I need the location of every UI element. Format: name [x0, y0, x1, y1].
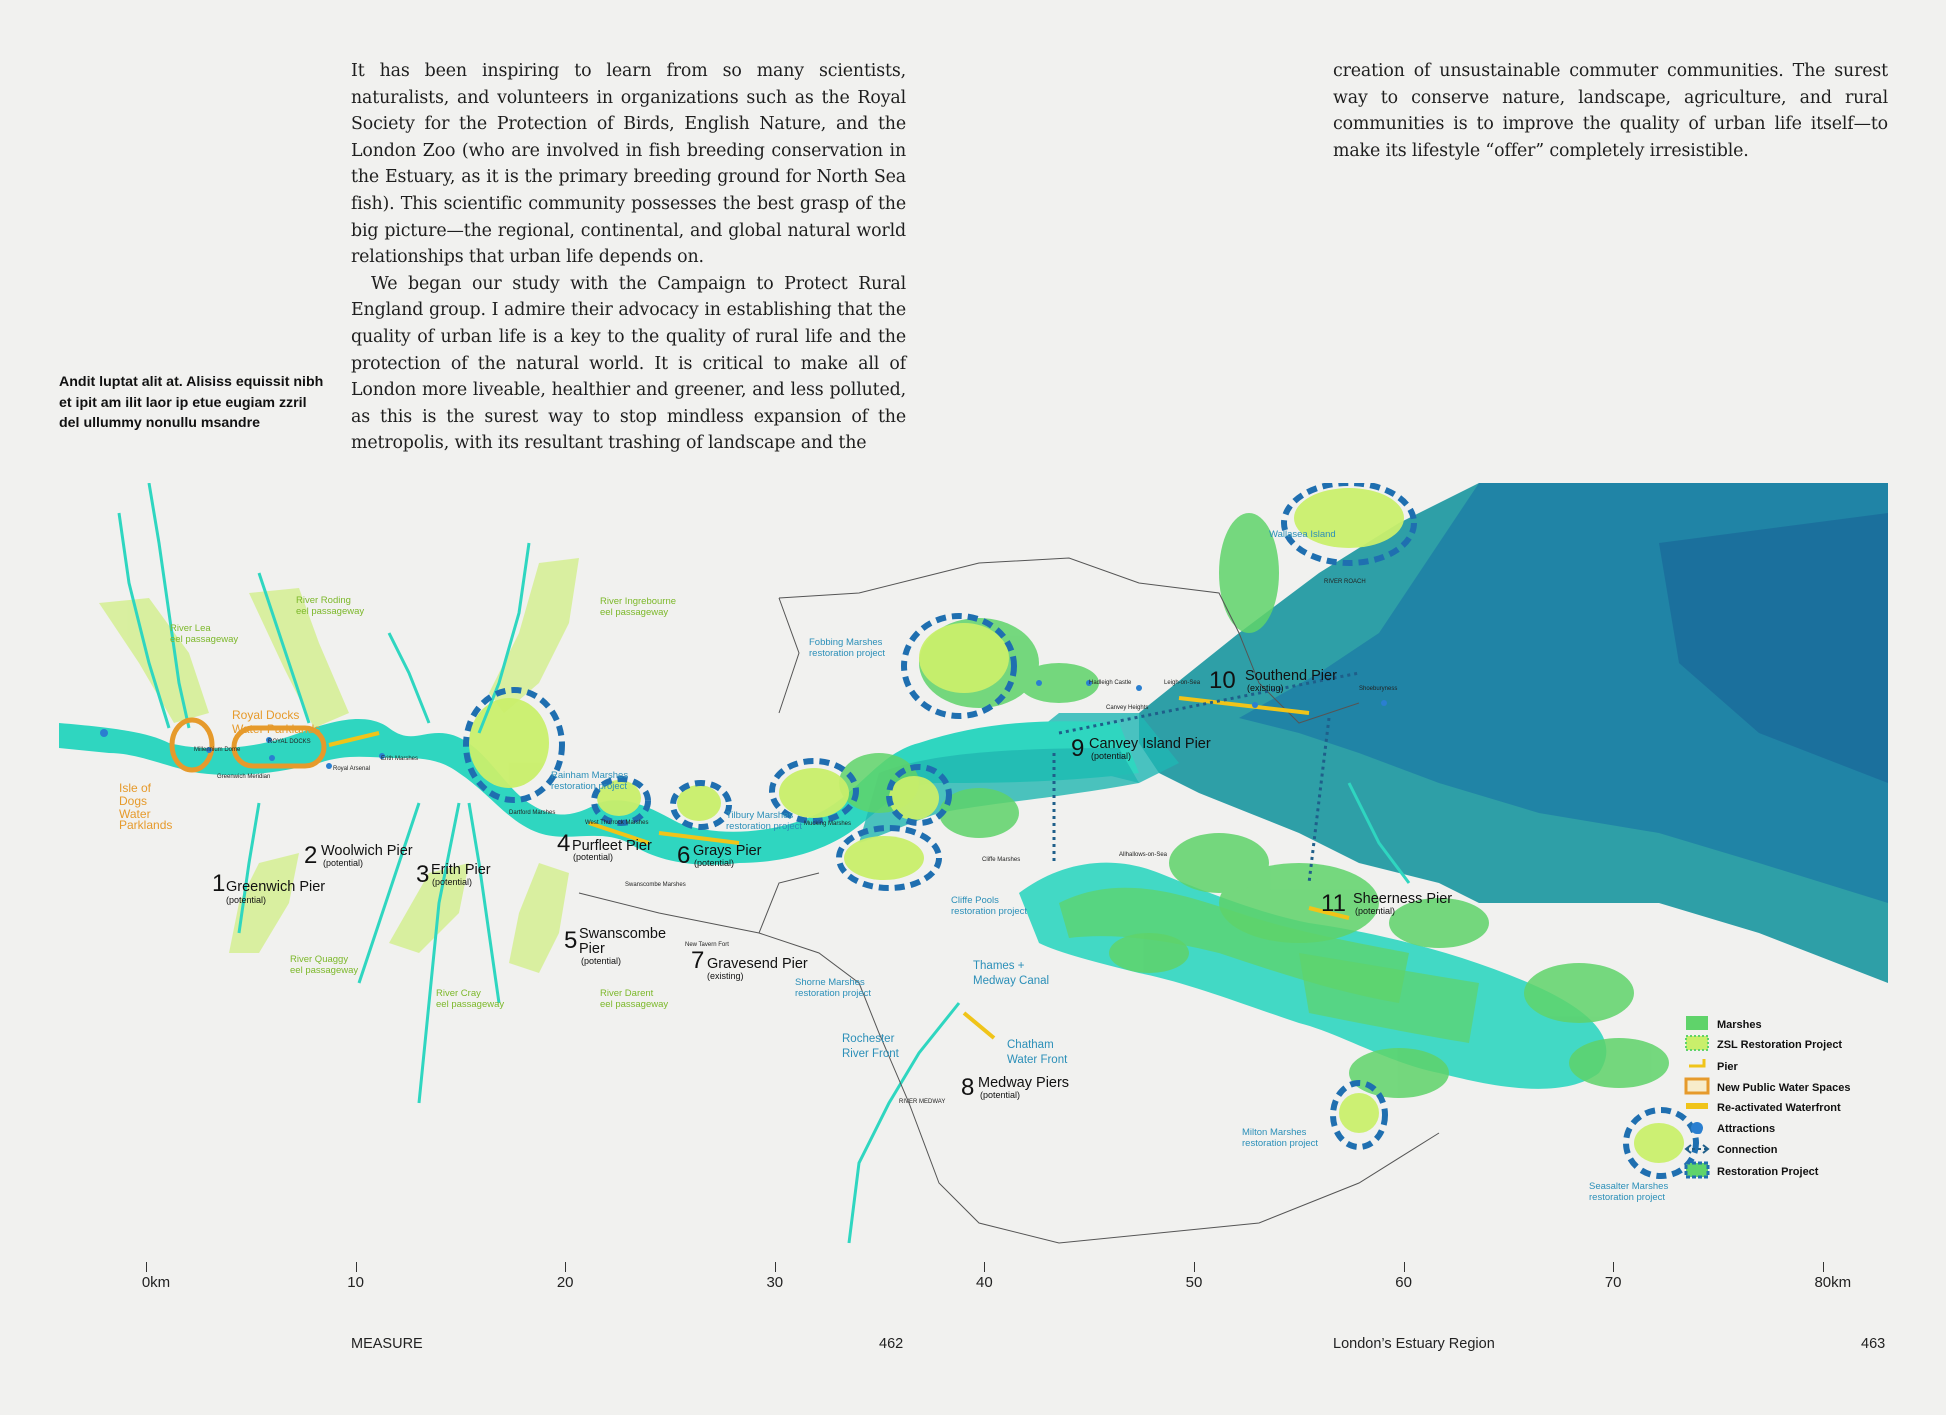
svg-text:Royal Docks: Royal Docks — [232, 708, 300, 722]
svg-text:(potential): (potential) — [432, 877, 473, 887]
paragraph: It has been inspiring to learn from so many scientists, naturalists, and volunteers in organizations such as the Royal Society for the Protection of Birds, English Nature, and the London Zoo (who are involved in fish breeding conservation in the Estuary, as it is the primary breeding ground for North Sea fish). This scientific community possesses the best grasp of the big picture—the regional, continental, and global natural world relationships that urban life depends on. — [351, 61, 906, 268]
svg-text:restoration project: restoration project — [1589, 1192, 1666, 1203]
svg-text:Shorne Marshes: Shorne Marshes — [795, 977, 865, 988]
svg-text:(potential): (potential) — [980, 1090, 1021, 1100]
svg-text:restoration project: restoration project — [951, 906, 1028, 917]
scale-label: 20 — [556, 1274, 574, 1291]
legend-zsl — [1686, 1036, 1842, 1051]
scale-label: 70 — [1604, 1274, 1622, 1291]
legend-restoration — [1686, 1163, 1819, 1178]
svg-text:Cliffe Marshes: Cliffe Marshes — [982, 857, 1021, 863]
pier-2-woolwich — [304, 842, 413, 869]
svg-text:Pier: Pier — [579, 941, 605, 957]
right-page-text-column — [1333, 58, 1888, 164]
svg-text:Chatham: Chatham — [1007, 1039, 1054, 1051]
svg-text:Swanscombe Marshes: Swanscombe Marshes — [625, 882, 686, 888]
svg-text:eel passageway: eel passageway — [170, 634, 239, 645]
scale-label: 50 — [1185, 1274, 1203, 1291]
svg-text:Medway Piers: Medway Piers — [978, 1075, 1070, 1091]
page-number: 462 — [879, 1336, 904, 1352]
svg-text:eel passageway: eel passageway — [600, 607, 669, 618]
svg-text:Milton Marshes: Milton Marshes — [1242, 1127, 1307, 1138]
svg-text:Erith Pier: Erith Pier — [431, 862, 491, 878]
svg-text:Grays Pier: Grays Pier — [693, 843, 762, 859]
svg-text:Parklands: Parklands — [119, 818, 173, 832]
svg-text:Swanscombe: Swanscombe — [579, 926, 667, 942]
scale-tick — [984, 1262, 985, 1272]
svg-text:(potential): (potential) — [694, 858, 735, 868]
svg-text:9: 9 — [1071, 735, 1085, 762]
scale-label: 40 — [976, 1274, 993, 1291]
svg-text:Medway Canal: Medway Canal — [973, 975, 1050, 987]
svg-text:River Cray: River Cray — [436, 988, 481, 999]
svg-text:eel passageway: eel passageway — [290, 965, 359, 976]
svg-text:restoration project: restoration project — [1242, 1138, 1319, 1149]
scale-tick — [1404, 1262, 1405, 1272]
footer-section: London’s Estuary Region — [1333, 1336, 1495, 1352]
svg-text:restoration project: restoration project — [809, 648, 886, 659]
svg-text:New Public Water Spaces: New Public Water Spaces — [1717, 1082, 1851, 1094]
svg-text:(potential): (potential) — [581, 956, 622, 966]
scale-tick — [1194, 1262, 1195, 1272]
svg-text:11: 11 — [1321, 890, 1346, 917]
svg-text:Millennium Dome: Millennium Dome — [194, 747, 241, 753]
svg-text:restoration project: restoration project — [726, 821, 803, 832]
svg-text:New Tavern Fort: New Tavern Fort — [685, 942, 729, 948]
scale-label: 80km — [1814, 1274, 1852, 1291]
legend-pier — [1689, 1059, 1739, 1073]
svg-text:Thames +: Thames + — [973, 960, 1025, 972]
svg-text:Isle of: Isle of — [119, 781, 152, 795]
pier-7-gravesend — [691, 947, 808, 981]
svg-text:West Thurrock Marshes: West Thurrock Marshes — [585, 820, 649, 826]
svg-text:eel passageway: eel passageway — [600, 999, 669, 1010]
scale-label: 0km — [141, 1274, 171, 1291]
svg-text:Tilbury Marshes: Tilbury Marshes — [726, 810, 794, 821]
svg-text:restoration project: restoration project — [795, 988, 872, 999]
svg-text:(potential): (potential) — [226, 895, 267, 905]
svg-text:Cliffe Pools: Cliffe Pools — [951, 895, 999, 906]
svg-text:Allhallows-on-Sea: Allhallows-on-Sea — [1119, 852, 1168, 858]
svg-text:eel passageway: eel passageway — [296, 606, 365, 617]
pier-5-swanscombe — [564, 926, 666, 966]
svg-text:Hadleigh Castle: Hadleigh Castle — [1089, 680, 1132, 686]
svg-text:Sheerness Pier: Sheerness Pier — [1353, 891, 1453, 907]
svg-text:Water Parklands: Water Parklands — [232, 722, 321, 736]
svg-text:Fobbing Marshes: Fobbing Marshes — [809, 637, 883, 648]
svg-text:Attractions: Attractions — [1717, 1123, 1776, 1135]
svg-text:5: 5 — [564, 927, 578, 954]
svg-text:Water: Water — [119, 807, 151, 821]
scale-label: 60 — [1395, 1274, 1412, 1291]
svg-text:6: 6 — [677, 842, 691, 869]
svg-text:RIVER MEDWAY: RIVER MEDWAY — [899, 1099, 946, 1105]
svg-text:Dartford Marshes: Dartford Marshes — [509, 810, 556, 816]
svg-text:Mucking Marshes: Mucking Marshes — [804, 821, 852, 827]
svg-text:1: 1 — [212, 870, 226, 897]
svg-text:River Darent: River Darent — [600, 988, 654, 999]
pier-8-medway — [961, 1074, 1069, 1101]
svg-text:Restoration Project: Restoration Project — [1717, 1166, 1819, 1178]
scale-tick — [1613, 1262, 1614, 1272]
svg-text:restoration project: restoration project — [551, 781, 628, 792]
pier-6-grays — [677, 842, 762, 869]
svg-text:Marshes: Marshes — [1717, 1019, 1762, 1031]
svg-text:Shoeburyness: Shoeburyness — [1359, 686, 1398, 692]
svg-text:Royal Arsenal: Royal Arsenal — [333, 766, 371, 772]
svg-text:River Ingrebourne: River Ingrebourne — [600, 596, 677, 607]
scale-bar — [0, 1262, 1946, 1292]
svg-text:Re-activated Waterfront: Re-activated Waterfront — [1717, 1102, 1841, 1114]
svg-text:River Quaggy: River Quaggy — [290, 954, 349, 965]
svg-text:Rainham Marshes: Rainham Marshes — [551, 770, 629, 781]
svg-text:Canvey Heights: Canvey Heights — [1106, 705, 1149, 711]
svg-text:eel passageway: eel passageway — [436, 999, 505, 1010]
svg-text:Greenwich Meridian: Greenwich Meridian — [217, 774, 271, 780]
scale-tick — [565, 1262, 566, 1272]
svg-text:Erith Marshes: Erith Marshes — [381, 756, 419, 762]
svg-text:River Front: River Front — [842, 1048, 899, 1060]
legend-water-spaces — [1686, 1079, 1850, 1094]
svg-text:(potential): (potential) — [573, 852, 614, 862]
svg-text:Leigh-on-Sea: Leigh-on-Sea — [1164, 680, 1201, 686]
svg-text:Wallasea Island: Wallasea Island — [1269, 529, 1336, 540]
footer-section: MEASURE — [351, 1336, 423, 1352]
svg-text:Southend Pier: Southend Pier — [1245, 668, 1337, 684]
svg-text:Rochester: Rochester — [842, 1033, 895, 1045]
svg-text:Greenwich Pier: Greenwich Pier — [226, 879, 326, 895]
scale-tick — [146, 1262, 147, 1272]
svg-text:2: 2 — [304, 842, 318, 869]
svg-text:ZSL Restoration Project: ZSL Restoration Project — [1717, 1039, 1843, 1051]
legend-attractions — [1691, 1122, 1775, 1135]
legend-connection — [1686, 1144, 1778, 1156]
svg-text:(existing): (existing) — [1247, 683, 1284, 693]
svg-text:Connection: Connection — [1717, 1144, 1778, 1156]
scale-tick — [1823, 1262, 1824, 1272]
svg-text:Pier: Pier — [1717, 1061, 1738, 1073]
svg-text:10: 10 — [1209, 667, 1236, 694]
pier-3-erith — [416, 861, 491, 888]
legend-waterfront — [1686, 1102, 1841, 1114]
svg-text:RIVER ROACH: RIVER ROACH — [1324, 579, 1366, 585]
map-legend — [1686, 1016, 1850, 1178]
svg-text:4: 4 — [557, 830, 571, 857]
scale-tick — [356, 1262, 357, 1272]
page-number: 463 — [1861, 1336, 1886, 1352]
svg-text:7: 7 — [691, 947, 705, 974]
figure-caption: Andit luptat alit at. Alisiss equissit nibh et ipit am ilit laor ip etue eugiam zzril del ullummy nonullu msandre — [59, 374, 324, 431]
svg-text:(potential): (potential) — [1355, 906, 1396, 916]
paragraph: We began our study with the Campaign to Protect Rural England group. I admire their advocacy in establishing that the quality of urban life is a key to the quality of rural life and the protection of the natural world. It is critical to make all of London more liveable, healthier and greener, and less polluted, as this is the surest way to stop mindless expansion of the metropolis, with its resultant trashing of landscape and the — [351, 273, 906, 454]
scale-label: 30 — [766, 1274, 784, 1291]
svg-text:Seasalter Marshes: Seasalter Marshes — [1589, 1181, 1669, 1192]
scale-tick — [775, 1262, 776, 1272]
legend-marshes — [1686, 1016, 1762, 1031]
estuary-map — [59, 483, 1888, 1283]
scale-label: 10 — [347, 1274, 364, 1291]
svg-text:Water Front: Water Front — [1007, 1054, 1068, 1066]
svg-text:River Lea: River Lea — [170, 623, 211, 634]
svg-text:(potential): (potential) — [323, 858, 364, 868]
paragraph: creation of unsustainable commuter communities. The surest way to conserve nature, landscape, agriculture, and rural communities is to improve the quality of urban life itself—to make its lifestyle “offer” completely irresistible. — [1333, 61, 1888, 161]
svg-text:(potential): (potential) — [1091, 751, 1132, 761]
svg-text:8: 8 — [961, 1074, 975, 1101]
svg-text:Canvey Island Pier: Canvey Island Pier — [1089, 736, 1211, 752]
svg-text:Purfleet Pier: Purfleet Pier — [572, 838, 652, 854]
svg-text:River Roding: River Roding — [296, 595, 351, 606]
left-page-text-column — [351, 58, 906, 457]
svg-text:ROYAL DOCKS: ROYAL DOCKS — [268, 739, 311, 745]
svg-text:Dogs: Dogs — [119, 794, 148, 808]
svg-text:(existing): (existing) — [707, 971, 744, 981]
svg-text:Gravesend Pier: Gravesend Pier — [707, 956, 808, 972]
svg-text:3: 3 — [416, 861, 430, 888]
svg-text:Woolwich Pier: Woolwich Pier — [321, 843, 413, 859]
